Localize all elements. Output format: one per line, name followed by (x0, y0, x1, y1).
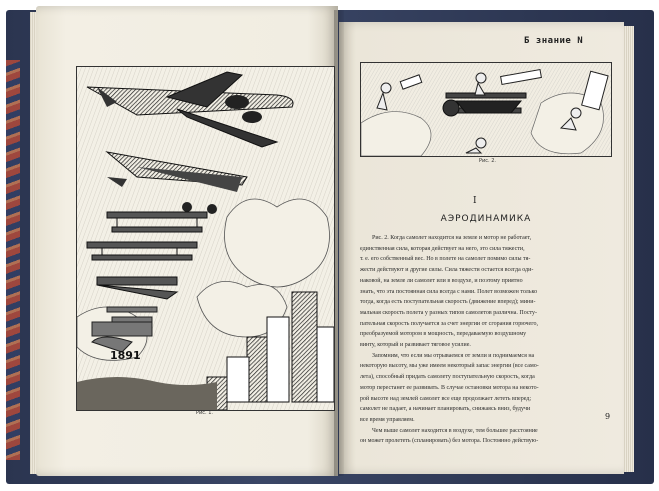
figure-2-caption: Рис. 2. (479, 158, 496, 164)
figure-1-caption: Рис. 1. (196, 410, 213, 416)
text-line: преобразуемой мотором в мощность, передаваемую воздушному (360, 331, 527, 338)
cartoon-illustration (360, 62, 612, 157)
text-line: жести действуют и другие силы. Сила тяжести остается всегда оди- (360, 267, 534, 274)
right-page-edge (624, 26, 634, 472)
text-line: Чем выше самолет находится в воздухе, тем большее расстояние (372, 427, 538, 434)
chapter-title: АЭРОДИНАМИКА (440, 214, 532, 224)
text-line: тогда, когда есть поступательная скорость (движение вперед); мини- (360, 299, 536, 306)
text-line: наковой, на земле ли самолет или в воздухе, и поэтому приятно (360, 277, 523, 284)
text-line: пательная скорость получается за счет энергии от сгорания горючего, (360, 320, 539, 327)
page-number: 9 (605, 412, 611, 421)
book-gutter (334, 10, 344, 476)
text-line: Рис. 2. Когда самолет находится на земле и мотор не работает, (372, 235, 532, 241)
cartoon-biplane (443, 93, 526, 116)
text-line: знать, что эта постоянная сила всегда с нами. Полет возможен только (360, 288, 538, 295)
text-line: мальная скорость полета у разных типов самолетов различна. Посту- (360, 309, 538, 316)
marbled-endpaper (6, 60, 20, 460)
figure-year-label: 1891 (110, 349, 141, 362)
text-line: Запомним, что если мы отрываемся от земли и поднимаемся на (372, 352, 535, 359)
library-stamp: Б знание N (524, 36, 584, 46)
text-line: самолет не падает, а начинает планировать, снижаясь вниз, будучи (360, 406, 531, 413)
text-line: он может пролететь (спланировать) без мотора. Постоянно действую- (360, 438, 539, 445)
text-line: лета), способный придать самолету поступательную скорость, когда (360, 374, 535, 381)
text-line: все время управляем. (360, 416, 415, 423)
text-line: мотор перестанет ее развивать. В случае остановки мотора на некото- (360, 384, 539, 391)
text-line: единственная сила, которая действует на него, это сила тяжести, (360, 245, 525, 252)
text-line: рой высоте над землей самолет все еще продолжает лететь вперед; (360, 395, 532, 402)
text-line: т. е. его собственный вес. Но в полете на самолет помимо силы тя- (360, 256, 531, 263)
chapter-number: I (473, 196, 477, 206)
chapter-body-text (360, 233, 612, 447)
text-line: винту, который и развивает тяговое усилие. (360, 342, 471, 349)
text-line: некоторую высоту, мы уже имеем некоторый запас энергии (все само- (360, 363, 539, 370)
